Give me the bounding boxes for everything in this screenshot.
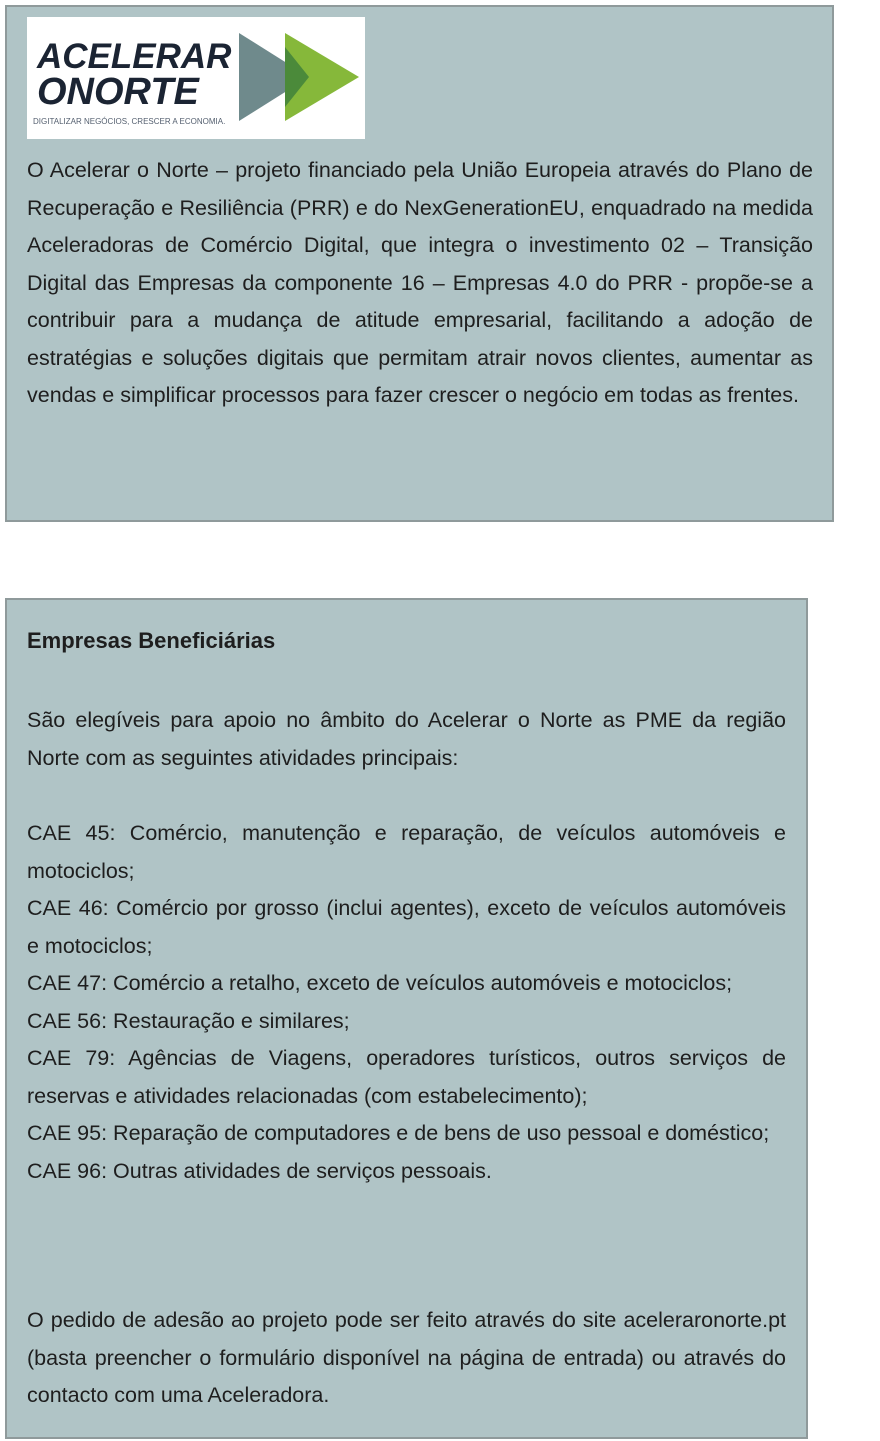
cae-item: CAE 79: Agências de Viagens, operadores turísticos, outros serviços de reservas e atividades relacionadas (com estabelecimento); — [27, 1046, 786, 1108]
cae-item: CAE 96: Outras atividades de serviços pessoais. — [27, 1158, 492, 1183]
cae-item: CAE 47: Comércio a retalho, exceto de veículos automóveis e motociclos; — [27, 971, 733, 995]
cae-list — [27, 815, 786, 1190]
logo-line-2: ONORTE — [37, 71, 199, 113]
logo-tagline: DIGITALIZAR NEGÓCIOS, CRESCER A ECONOMIA. — [33, 117, 226, 126]
section-heading: Empresas Beneficiárias — [27, 628, 276, 653]
beneficiarias-intro: São elegíveis para apoio no âmbito do Acelerar o Norte as PME da região Norte com as seguintes atividades principais: — [27, 708, 786, 770]
cae-item: CAE 56: Restauração e similares; — [27, 1008, 350, 1033]
cae-item: CAE 45: Comércio, manutenção e reparação, de veículos automóveis e motociclos; — [27, 821, 786, 883]
cae-item: CAE 95: Reparação de computadores e de bens de uso pessoal e doméstico; — [27, 1121, 770, 1145]
beneficiarias-footer: O pedido de adesão ao projeto pode ser feito através do site aceleraronorte.pt (basta preencher o formulário disponível na página de entrada) ou através do contacto com uma Aceleradora. — [27, 1308, 786, 1407]
acelerar-norte-logo — [27, 17, 365, 139]
logo-line-1: ACELERAR — [37, 37, 232, 76]
cae-item: CAE 46: Comércio por grosso (inclui agentes), exceto de veículos automóveis e motociclos; — [27, 896, 786, 958]
intro-paragraph: O Acelerar o Norte – projeto financiado pela União Europeia através do Plano de Recuperação e Resiliência (PRR) e do NexGenerationEU, enquadrado na medida Aceleradoras de Comércio Digital, que integra o investimento 02 – Transição Digital das Empresas da componente 16 – Empresas 4.0 do PRR - propõe-se a contribuir para a mudança de atitude empresarial, facilitando a adoção de estratégias e soluções digitais que permitam atrair novos clientes, aumentar as vendas e simplificar processos para fazer crescer o negócio em todas as frentes. — [27, 158, 813, 407]
